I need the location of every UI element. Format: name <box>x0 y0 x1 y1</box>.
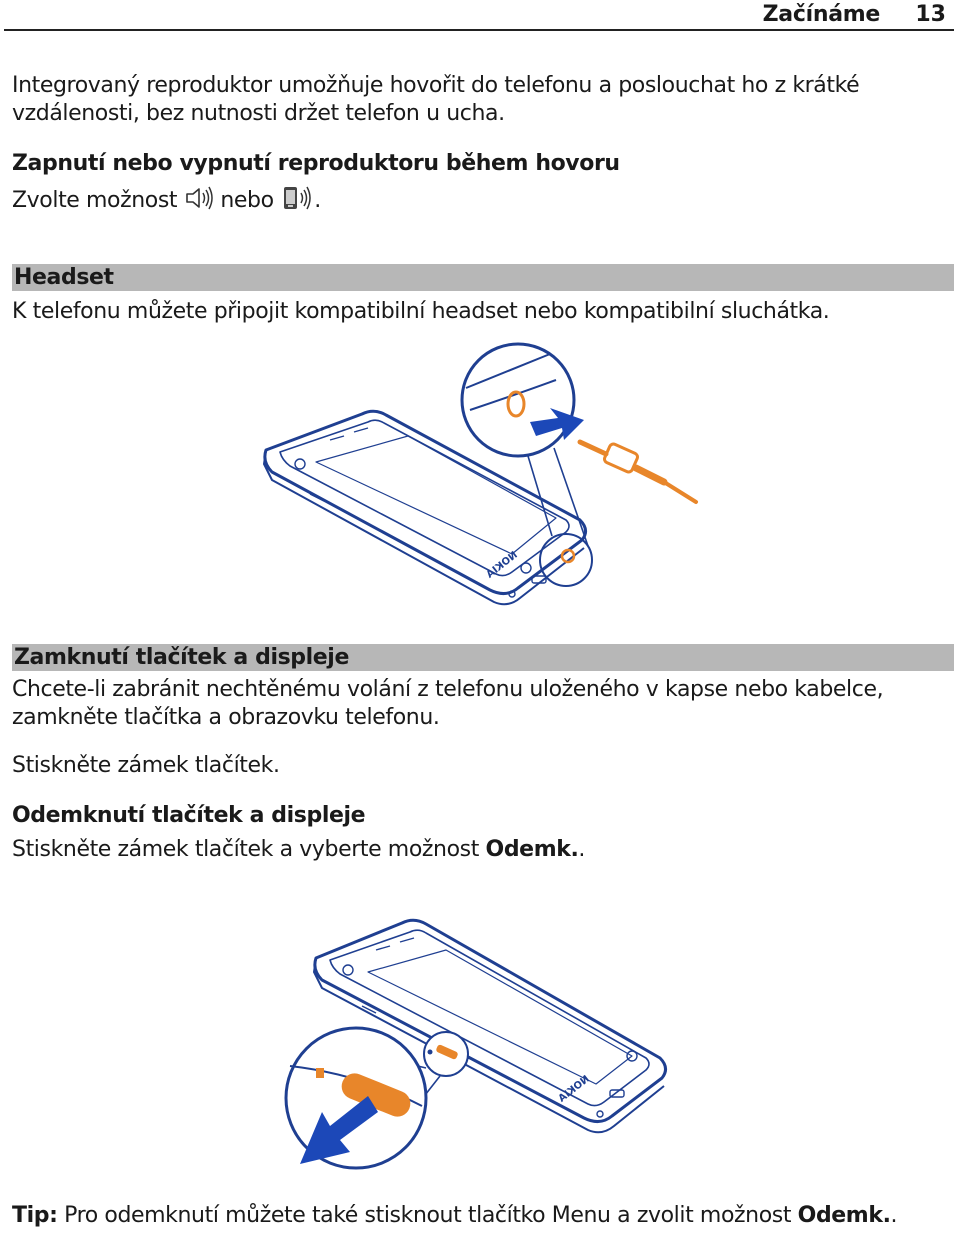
handset-speaker-icon[interactable] <box>280 184 314 220</box>
jack-highlight-circle <box>540 534 592 586</box>
tip-text: Pro odemknutí můžete také stisknout tlačítko Menu a zvolit možnost <box>57 1203 798 1228</box>
unlock-body <box>12 836 942 864</box>
keylock-illustration <box>250 906 690 1176</box>
instruction-end: . <box>314 188 321 213</box>
speaker-instruction <box>12 184 942 220</box>
lock-heading: Zamknutí tlačítek a displeje <box>12 644 954 671</box>
lock-step: Stiskněte zámek tlačítek. <box>12 753 280 778</box>
speaker-toggle-heading: Zapnutí nebo vypnutí reproduktoru během hovoru <box>12 151 620 176</box>
phone-brand-label: NOKIA <box>484 549 520 581</box>
headset-body: K telefonu můžete připojit kompatibilní headset nebo kompatibilní sluchátka. <box>12 299 830 324</box>
unlock-heading: Odemknutí tlačítek a displeje <box>12 803 366 828</box>
instruction-or: nebo <box>220 188 274 213</box>
page-header <box>0 0 960 30</box>
lock-body: Chcete-li zabránit nechtěnému volání z telefonu uloženého v kapse nebo kabelce, zamkněte tlačítka a obrazovku telefonu. <box>12 677 884 730</box>
headset-plug <box>580 442 696 502</box>
jack-zoom-circle <box>462 344 574 456</box>
speaker-intro: Integrovaný reproduktor umožňuje hovořit do telefonu a poslouchat ho z krátké vzdálenosti, bez nutnosti držet telefon u ucha. <box>12 73 860 126</box>
header-divider <box>4 29 954 31</box>
tip-option: Odemk. <box>797 1203 891 1228</box>
unlock-body-suffix: . <box>578 837 586 862</box>
unlock-body-prefix: Stiskněte zámek tlačítek a vyberte možnost <box>12 837 486 862</box>
unlock-option: Odemk. <box>485 837 579 862</box>
tip-suffix: . <box>890 1203 898 1228</box>
tip-label: Tip: <box>12 1203 58 1228</box>
instruction-prefix: Zvolte možnost <box>12 188 178 213</box>
lock-zoom-circle <box>286 1028 426 1168</box>
headset-illustration <box>250 340 710 610</box>
phone-brand-label-2: NOKIA <box>556 1073 592 1105</box>
speaker-on-icon[interactable] <box>184 184 214 220</box>
section-title: Začínáme <box>762 2 880 27</box>
tip <box>12 1202 942 1230</box>
page-number: 13 <box>915 2 946 27</box>
headset-heading: Headset <box>12 264 954 291</box>
